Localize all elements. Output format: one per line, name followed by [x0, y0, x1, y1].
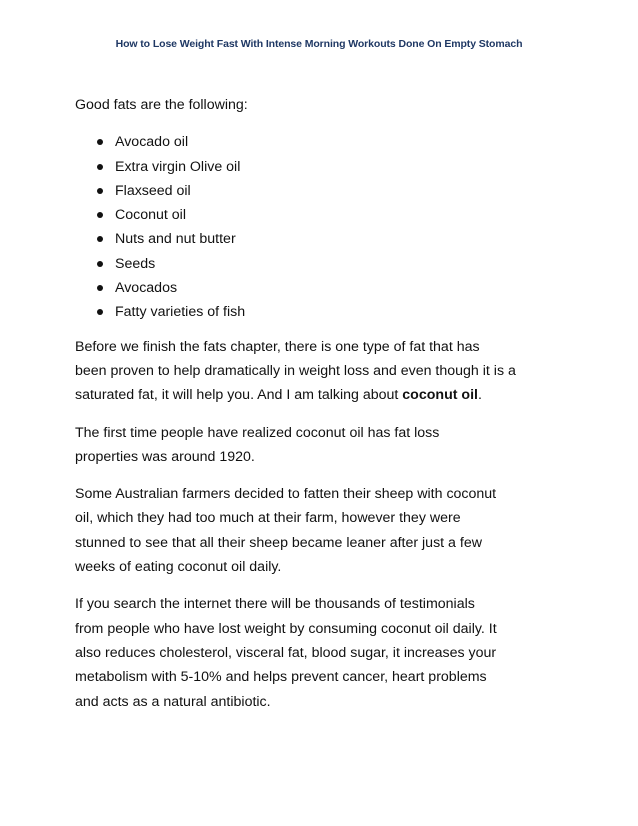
list-item-text: Seeds	[115, 255, 156, 272]
list-item-text: Fatty varieties of fish	[115, 304, 246, 321]
list-item	[97, 252, 575, 276]
list-item	[97, 179, 575, 203]
text-line: The first time people have realized coconut oil has fat loss	[75, 424, 440, 441]
bullet-icon	[97, 236, 103, 242]
bullet-icon	[97, 309, 103, 315]
list-item	[97, 227, 575, 251]
paragraph-farmers	[75, 482, 575, 579]
text-line	[75, 383, 575, 407]
bullet-icon	[97, 261, 103, 267]
text-line: also reduces cholesterol, visceral fat, blood sugar, it increases your	[75, 644, 497, 661]
list-item-text: Avocados	[115, 280, 178, 297]
text-segment: saturated fat, it will help you. And I am talking about	[75, 387, 403, 404]
paragraph-history	[75, 421, 575, 470]
text-segment: .	[477, 387, 482, 404]
list-item	[97, 130, 575, 154]
text-line: from people who have lost weight by consuming coconut oil daily. It	[75, 620, 497, 637]
bullet-icon	[97, 285, 103, 291]
bullet-icon	[97, 164, 103, 170]
emphasis-coconut-oil: coconut oil	[402, 387, 478, 404]
text-line: and acts as a natural antibiotic.	[75, 693, 271, 710]
bullet-icon	[97, 139, 103, 145]
list-item-text: Extra virgin Olive oil	[115, 158, 241, 175]
list-item	[97, 155, 575, 179]
paragraph-coconut-intro	[75, 335, 575, 408]
text-line: oil, which they had too much at their farm, however they were	[75, 510, 461, 527]
text-line: Some Australian farmers decided to fatten their sheep with coconut	[75, 486, 497, 503]
list-item	[97, 203, 575, 227]
paragraph-testimonials	[75, 592, 575, 713]
list-item-text: Flaxseed oil	[115, 182, 191, 199]
page-content	[75, 93, 575, 727]
list-item-text: Avocado oil	[115, 134, 189, 151]
text-line: properties was around 1920.	[75, 448, 255, 465]
text-line: been proven to help dramatically in weight loss and even though it is a	[75, 362, 516, 379]
good-fats-list	[75, 130, 575, 324]
bullet-icon	[97, 188, 103, 194]
intro-text: Good fats are the following:	[75, 97, 248, 113]
list-item-text: Nuts and nut butter	[115, 231, 236, 248]
text-line: stunned to see that all their sheep became leaner after just a few	[75, 534, 482, 551]
list-item	[97, 276, 575, 300]
text-line: If you search the internet there will be thousands of testimonials	[75, 596, 475, 613]
text-line: Before we finish the fats chapter, there is one type of fat that has	[75, 338, 480, 355]
running-header: How to Lose Weight Fast With Intense Morning Workouts Done On Empty Stomach	[115, 38, 523, 50]
text-line: metabolism with 5-10% and helps prevent cancer, heart problems	[75, 669, 487, 686]
list-item-text: Coconut oil	[115, 207, 186, 224]
bullet-icon	[97, 212, 103, 218]
list-item	[97, 300, 575, 324]
text-line: weeks of eating coconut oil daily.	[75, 559, 282, 576]
